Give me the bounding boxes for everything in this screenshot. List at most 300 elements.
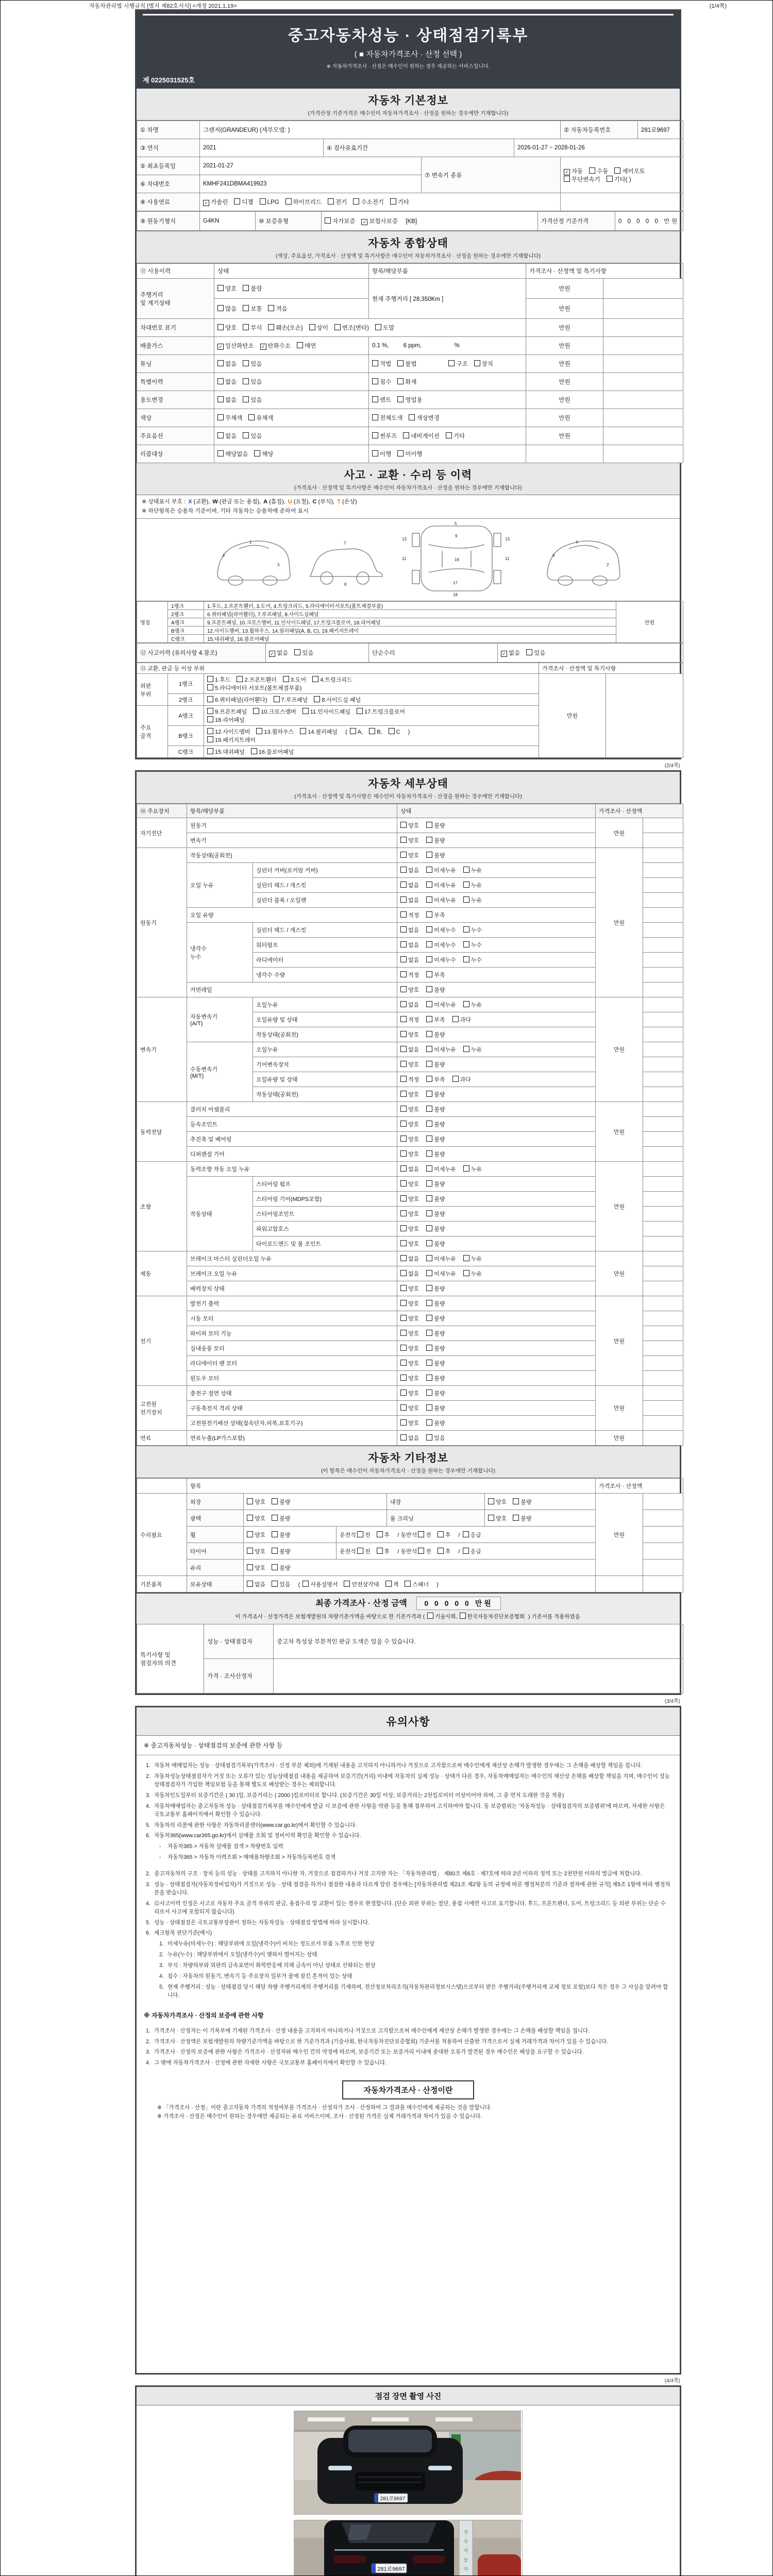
checkbox-불량[interactable] bbox=[426, 1389, 445, 1397]
checkbox-label: 미세누수 bbox=[434, 927, 456, 934]
checkbox-누수[interactable] bbox=[463, 956, 482, 964]
checkbox-전기[interactable] bbox=[328, 198, 347, 206]
checkbox-양호[interactable] bbox=[247, 1531, 265, 1539]
checkbox-양호[interactable] bbox=[400, 1240, 419, 1248]
checkbox-미세누유[interactable] bbox=[426, 866, 456, 874]
checkbox-수소전기[interactable] bbox=[353, 198, 383, 206]
checkbox-양호[interactable] bbox=[400, 1180, 419, 1188]
checkbox-양호[interactable] bbox=[400, 1030, 419, 1039]
checkbox-변조(변타)[interactable] bbox=[334, 324, 369, 332]
checkbox-label: 양호 bbox=[496, 1499, 507, 1505]
checkbox-미세누수[interactable] bbox=[426, 956, 456, 964]
checkbox-누유[interactable] bbox=[463, 1255, 482, 1263]
checkbox-미세누유[interactable] bbox=[426, 896, 456, 904]
ilab: 디퍼렌셜 기어 bbox=[187, 1147, 397, 1162]
blank bbox=[643, 1012, 683, 1027]
checkbox-세미오토[interactable] bbox=[614, 167, 645, 175]
checkbox-3.도어[interactable] bbox=[283, 675, 306, 684]
checkbox-불량[interactable] bbox=[243, 284, 262, 293]
checkbox-후[interactable] bbox=[377, 1547, 390, 1555]
checkbox-16.플로어패널[interactable] bbox=[251, 748, 294, 756]
col-usage: ⑪ 사용이력 bbox=[137, 264, 214, 279]
checkbox-한국자동차진단보증협회[interactable] bbox=[460, 1613, 525, 1620]
checkbox-기타[interactable] bbox=[390, 198, 409, 206]
checkbox-없음[interactable] bbox=[400, 956, 419, 964]
checkbox-불량[interactable] bbox=[426, 1120, 445, 1128]
checkbox-icon bbox=[426, 971, 432, 977]
blank bbox=[603, 373, 683, 391]
checkbox-전체도색[interactable] bbox=[372, 414, 402, 422]
checkbox-사용설명서[interactable] bbox=[303, 1580, 338, 1588]
checkbox-13.휠하우스[interactable] bbox=[256, 727, 294, 736]
checkbox-10.크로스멤버[interactable] bbox=[253, 707, 296, 716]
checkbox-양호[interactable] bbox=[400, 836, 419, 844]
checkbox-7.루프패널[interactable] bbox=[274, 696, 308, 704]
slab: 수동변속기 (M/T) bbox=[187, 1042, 253, 1102]
checkbox-5.라디에이터 서포트(볼트체결부품)[interactable] bbox=[207, 684, 301, 692]
checkbox-상이[interactable] bbox=[309, 324, 328, 332]
checkbox-2.프론트휀더[interactable] bbox=[237, 675, 276, 684]
checkbox-썬루프[interactable] bbox=[372, 432, 397, 440]
lab: 주요옵션 bbox=[137, 427, 214, 445]
checkbox-미세누유[interactable] bbox=[426, 881, 456, 889]
checkbox-icon bbox=[452, 1076, 459, 1082]
checkbox-있음[interactable] bbox=[243, 396, 262, 404]
section-heading: 자동차 기본정보 bbox=[368, 95, 448, 107]
checkbox-1.후드[interactable] bbox=[207, 675, 230, 684]
svg-text:7: 7 bbox=[344, 541, 346, 546]
checkbox-전[interactable] bbox=[418, 1531, 431, 1539]
checkbox-적음[interactable] bbox=[268, 304, 287, 313]
ilab: 실린더 헤드 / 개스킷 bbox=[253, 878, 397, 893]
checkbox-icon bbox=[463, 956, 469, 962]
checkbox-없음[interactable] bbox=[217, 360, 237, 368]
checkbox-후[interactable] bbox=[438, 1531, 451, 1539]
checkbox-누유[interactable] bbox=[463, 1001, 482, 1009]
checkbox-누유[interactable] bbox=[463, 866, 482, 874]
checkbox-미세누유[interactable] bbox=[426, 1269, 456, 1278]
checkbox-icon bbox=[243, 378, 249, 384]
checkbox-있음[interactable] bbox=[243, 360, 262, 368]
checkbox-LPG[interactable] bbox=[260, 198, 279, 206]
checkbox-누유[interactable] bbox=[463, 881, 482, 889]
checkbox-icon bbox=[426, 1419, 432, 1426]
checkbox-불량[interactable] bbox=[426, 1105, 445, 1113]
checkbox-있음[interactable] bbox=[426, 1434, 445, 1442]
checkbox-부족[interactable] bbox=[426, 911, 445, 919]
checkbox-누유[interactable] bbox=[463, 896, 482, 904]
checkbox-없음[interactable] bbox=[400, 881, 419, 889]
checkbox-불량[interactable] bbox=[513, 1498, 531, 1506]
checkbox-응급[interactable] bbox=[463, 1547, 481, 1555]
blank bbox=[603, 391, 683, 409]
checkbox-icon bbox=[357, 1531, 363, 1537]
checkbox-양호[interactable] bbox=[400, 1105, 419, 1113]
checkbox-label: 없음 bbox=[408, 927, 419, 934]
checkbox-icon bbox=[400, 1121, 407, 1127]
checkbox-무채색[interactable] bbox=[217, 414, 242, 422]
checkbox-많음[interactable] bbox=[217, 304, 237, 313]
checkbox-불량[interactable] bbox=[272, 1514, 290, 1522]
checkbox-불량[interactable] bbox=[426, 1419, 445, 1427]
checkbox-불량[interactable] bbox=[426, 1314, 445, 1323]
checkbox-전[interactable] bbox=[357, 1531, 371, 1539]
checkbox-14.필러패널[interactable] bbox=[300, 727, 338, 736]
checkbox-없음[interactable] bbox=[247, 1580, 265, 1588]
checkbox-자동[interactable] bbox=[564, 167, 583, 175]
checkbox-label: 누유 bbox=[470, 1166, 482, 1173]
checkbox-label: 누수 bbox=[470, 927, 482, 934]
notice-item: 2. 누유(누수) : 해당부위에서 오일(냉각수)이 맺혀서 떨어지는 상태 bbox=[159, 1952, 317, 1958]
checkbox-구조[interactable] bbox=[448, 360, 467, 368]
checkbox-없음[interactable] bbox=[217, 396, 237, 404]
checkbox-양호[interactable] bbox=[400, 1225, 419, 1233]
checkbox-label: 없음 bbox=[408, 1047, 419, 1054]
checkbox-있음[interactable] bbox=[243, 378, 262, 386]
checkbox-label: 누유 bbox=[470, 1047, 482, 1054]
checkbox-없음[interactable] bbox=[400, 1045, 419, 1054]
checkbox-label: 불량 bbox=[434, 1286, 445, 1293]
mw: 만원 bbox=[526, 319, 603, 337]
checkbox-보험사보증[interactable] bbox=[361, 217, 398, 225]
checkbox-양호[interactable] bbox=[400, 1195, 419, 1203]
checkbox-B,[interactable] bbox=[369, 728, 382, 735]
checkbox-장치[interactable] bbox=[474, 360, 493, 368]
checkbox-없음[interactable] bbox=[269, 649, 288, 657]
checkbox-icon bbox=[400, 1375, 407, 1381]
mw: 만원 bbox=[596, 997, 643, 1102]
checkbox-양호[interactable] bbox=[400, 1060, 419, 1069]
checkbox-누유[interactable] bbox=[463, 1269, 482, 1278]
checkbox-양호[interactable] bbox=[400, 1150, 419, 1158]
checkbox-불량[interactable] bbox=[426, 1060, 445, 1069]
checkbox-양호[interactable] bbox=[217, 324, 237, 332]
checkbox-미이행[interactable] bbox=[397, 450, 422, 458]
checkbox-불량[interactable] bbox=[426, 1180, 445, 1188]
checkbox-불량[interactable] bbox=[513, 1514, 531, 1522]
checkbox-label: 불량 bbox=[279, 1548, 291, 1555]
checkbox-icon bbox=[400, 1195, 407, 1201]
checkbox-매연[interactable] bbox=[297, 342, 316, 350]
checkbox-적법[interactable] bbox=[372, 360, 391, 368]
checkbox-양호[interactable] bbox=[247, 1564, 265, 1572]
checkbox-12.사이드멤버[interactable] bbox=[207, 727, 250, 736]
checkbox-네비게이션[interactable] bbox=[403, 432, 440, 440]
checkbox-label: 5.라디에이터 서포트(볼트체결부품) bbox=[215, 685, 302, 692]
checkbox-양호[interactable] bbox=[400, 1344, 419, 1352]
checkbox-스패너[interactable] bbox=[405, 1580, 429, 1588]
checkbox-자가보증[interactable] bbox=[325, 217, 355, 225]
checkbox-양호[interactable] bbox=[217, 284, 237, 293]
checkbox-부족[interactable] bbox=[426, 971, 445, 979]
checkbox-없음[interactable] bbox=[217, 378, 237, 386]
checkbox-있음[interactable] bbox=[294, 649, 313, 657]
checkbox-불량[interactable] bbox=[426, 1299, 445, 1308]
checkbox-불량[interactable] bbox=[272, 1547, 290, 1555]
checkbox-화재[interactable] bbox=[397, 378, 416, 386]
checkbox-양호[interactable] bbox=[247, 1498, 265, 1506]
checkbox-훼손(오손)[interactable] bbox=[268, 324, 303, 332]
checkbox-없음[interactable] bbox=[400, 1165, 419, 1173]
checkbox-양호[interactable] bbox=[400, 1374, 419, 1382]
checkbox-해당[interactable] bbox=[254, 450, 273, 458]
checkbox-미세누유[interactable] bbox=[426, 1165, 456, 1173]
checkbox-불량[interactable] bbox=[272, 1564, 290, 1572]
checkbox-없음[interactable] bbox=[501, 649, 520, 657]
checkbox-양호[interactable] bbox=[488, 1514, 507, 1522]
checkbox-불량[interactable] bbox=[426, 1225, 445, 1233]
checkbox-label: 적정 bbox=[408, 1017, 419, 1024]
checkbox-없음[interactable] bbox=[400, 1269, 419, 1278]
slab: 자동변속기 (A/T) bbox=[187, 997, 253, 1042]
checkbox-기타[interactable] bbox=[446, 432, 465, 440]
checkbox-양호[interactable] bbox=[400, 1389, 419, 1397]
checkbox-과다[interactable] bbox=[452, 1015, 471, 1024]
checkbox-불량[interactable] bbox=[426, 836, 445, 844]
checkbox-부족[interactable] bbox=[426, 1015, 445, 1024]
checkbox-불량[interactable] bbox=[426, 986, 445, 994]
checkbox-없음[interactable] bbox=[400, 926, 419, 934]
checkbox-누유[interactable] bbox=[463, 1165, 482, 1173]
blank bbox=[603, 445, 683, 463]
checkbox-양호[interactable] bbox=[400, 1419, 419, 1427]
checkbox-label: 불량 bbox=[279, 1565, 291, 1571]
glab: 수리필요 bbox=[137, 1494, 187, 1576]
rk: 2랭크 bbox=[168, 610, 204, 618]
checkbox-불량[interactable] bbox=[426, 821, 445, 829]
checkbox-무단변속기[interactable] bbox=[564, 175, 600, 183]
checkbox-이행[interactable] bbox=[372, 450, 391, 458]
accident-title bbox=[137, 463, 680, 495]
checkbox-미세누유[interactable] bbox=[426, 1001, 456, 1009]
checkbox-불량[interactable] bbox=[272, 1531, 290, 1539]
checkbox-하이브리드[interactable] bbox=[285, 198, 322, 206]
checkbox-icon bbox=[426, 1001, 432, 1007]
checkbox-label: 없음 bbox=[255, 1581, 266, 1588]
blank bbox=[643, 1527, 683, 1543]
checkbox-불량[interactable] bbox=[426, 1240, 445, 1248]
checkbox-icon bbox=[243, 324, 249, 330]
checkbox-디젤[interactable] bbox=[234, 198, 253, 206]
checkbox-없음[interactable] bbox=[400, 866, 419, 874]
checkbox-불량[interactable] bbox=[426, 1344, 445, 1352]
state-code-W: W bbox=[212, 499, 218, 505]
checkbox-렌트[interactable] bbox=[372, 396, 391, 404]
rk: A랭크 bbox=[168, 706, 204, 726]
checkbox-전[interactable] bbox=[357, 1547, 371, 1555]
checkbox-침수[interactable] bbox=[372, 378, 391, 386]
lab: 주행거리 및 계기상태 bbox=[137, 279, 214, 319]
checkbox-색상변경[interactable] bbox=[409, 414, 439, 422]
checkbox-미세누수[interactable] bbox=[426, 926, 456, 934]
checkbox-부식[interactable] bbox=[243, 324, 262, 332]
checkbox-불량[interactable] bbox=[426, 1195, 445, 1203]
checkbox-label: 미세누수 bbox=[434, 957, 456, 964]
checkbox-불량[interactable] bbox=[272, 1498, 290, 1506]
checkbox-label: 양호 bbox=[255, 1515, 266, 1522]
checkbox-누수[interactable] bbox=[463, 926, 482, 934]
checkbox-적정[interactable] bbox=[400, 911, 419, 919]
section-heading: 자동차 종합상태 bbox=[368, 238, 448, 249]
checkbox-전[interactable] bbox=[418, 1547, 431, 1555]
checkbox-기술사회,[interactable] bbox=[427, 1613, 458, 1620]
checkbox-미세누수[interactable] bbox=[426, 941, 456, 949]
checkbox-icon bbox=[426, 1315, 432, 1321]
checkbox-18.리어패널[interactable] bbox=[207, 716, 245, 724]
checkbox-없음[interactable] bbox=[400, 1001, 419, 1009]
checkbox-label: 없음 bbox=[408, 1002, 419, 1009]
checkbox-수동[interactable] bbox=[589, 167, 608, 175]
checkbox-있음[interactable] bbox=[243, 432, 262, 440]
checkbox-보통[interactable] bbox=[243, 304, 262, 313]
checkbox-양호[interactable] bbox=[400, 1404, 419, 1412]
checkbox-미세누유[interactable] bbox=[426, 1255, 456, 1263]
checkbox-적정[interactable] bbox=[400, 1015, 419, 1024]
blank bbox=[643, 997, 683, 1012]
checkbox-과다[interactable] bbox=[452, 1075, 471, 1083]
checkbox-적정[interactable] bbox=[400, 971, 419, 979]
checkbox-불량[interactable] bbox=[426, 1030, 445, 1039]
checkbox-후[interactable] bbox=[377, 1531, 390, 1539]
checkbox-양호[interactable] bbox=[400, 986, 419, 994]
checkbox-icon bbox=[463, 1001, 469, 1007]
checkbox-양호[interactable] bbox=[400, 1314, 419, 1323]
checkbox-양호[interactable] bbox=[488, 1498, 507, 1506]
checkbox-17.트렁크플로어[interactable] bbox=[357, 707, 405, 716]
blank bbox=[643, 1042, 683, 1057]
checkbox-잭[interactable] bbox=[385, 1580, 399, 1588]
checkbox-일산화탄소[interactable] bbox=[217, 342, 254, 350]
checkbox-불법[interactable] bbox=[397, 360, 416, 368]
blank bbox=[643, 982, 683, 997]
checkbox-양호[interactable] bbox=[247, 1547, 265, 1555]
checkbox-미세누유[interactable] bbox=[426, 1045, 456, 1054]
accident-history-table bbox=[137, 643, 683, 663]
state-cell bbox=[397, 1012, 596, 1027]
state-cell bbox=[397, 1401, 596, 1416]
checkbox-icon bbox=[285, 198, 292, 205]
checkbox-있음[interactable] bbox=[272, 1580, 290, 1588]
checkbox-C[interactable] bbox=[389, 728, 400, 735]
checkbox-응급[interactable] bbox=[463, 1531, 481, 1539]
checkbox-유채색[interactable] bbox=[248, 414, 273, 422]
checkbox-양호[interactable] bbox=[400, 851, 419, 859]
checkbox-해당없음[interactable] bbox=[217, 450, 248, 458]
state-cell bbox=[397, 878, 596, 893]
checkbox-8.사이드실 패널[interactable] bbox=[314, 696, 361, 704]
checkbox-불량[interactable] bbox=[426, 1359, 445, 1367]
checkbox-영업용[interactable] bbox=[397, 396, 422, 404]
checkbox-label: 후 bbox=[445, 1548, 451, 1555]
checkbox-icon bbox=[350, 728, 356, 734]
blank bbox=[643, 1576, 683, 1592]
checkbox-A,[interactable] bbox=[350, 728, 363, 735]
checkbox-icon bbox=[426, 1121, 432, 1127]
checkbox-불량[interactable] bbox=[426, 1135, 445, 1143]
ilab: 오일누유 bbox=[253, 997, 397, 1012]
checkbox-icon bbox=[372, 414, 378, 420]
checkbox-icon bbox=[390, 198, 396, 205]
checkbox-icon bbox=[400, 1330, 407, 1336]
checkbox-양호[interactable] bbox=[400, 1284, 419, 1293]
checkbox-label: 누수 bbox=[470, 957, 482, 964]
checkbox-적정[interactable] bbox=[400, 1075, 419, 1083]
checkbox-불량[interactable] bbox=[426, 1404, 445, 1412]
state-cell bbox=[244, 1494, 387, 1510]
checkbox-누유[interactable] bbox=[463, 1045, 482, 1054]
checkbox-양호[interactable] bbox=[400, 1120, 419, 1128]
mw: 만원 bbox=[526, 427, 603, 445]
checkbox-11.인사이드패널[interactable] bbox=[303, 707, 350, 716]
checkbox-icon bbox=[400, 1225, 407, 1231]
checkbox-label: 양호 bbox=[408, 1331, 419, 1337]
checkbox-도말[interactable] bbox=[375, 324, 394, 332]
checkbox-icon bbox=[272, 1581, 278, 1587]
checkbox-누수[interactable] bbox=[463, 941, 482, 949]
checkbox-양호[interactable] bbox=[400, 1329, 419, 1337]
checkbox-19.패키지트레이[interactable] bbox=[207, 736, 256, 744]
checkbox-4.트렁크리드[interactable] bbox=[312, 675, 352, 684]
fuel-label: ⑧ 사용연료 bbox=[137, 193, 200, 211]
ilab: 와이퍼 모터 기능 bbox=[187, 1326, 397, 1341]
checkbox-없음[interactable] bbox=[400, 941, 419, 949]
checkbox-6.쿼터패널(리어휀다)[interactable] bbox=[207, 696, 267, 704]
checkbox-양호[interactable] bbox=[400, 1090, 419, 1098]
checkbox-후[interactable] bbox=[438, 1547, 451, 1555]
checkbox-label: 누유 bbox=[470, 1002, 482, 1009]
checkbox-부족[interactable] bbox=[426, 1075, 445, 1083]
checkbox-없음[interactable] bbox=[400, 1434, 419, 1442]
checkbox-없음[interactable] bbox=[400, 1255, 419, 1263]
checkbox-불량[interactable] bbox=[426, 1150, 445, 1158]
checkbox-불량[interactable] bbox=[426, 1329, 445, 1337]
checkbox-불량[interactable] bbox=[426, 1090, 445, 1098]
checkbox-양호[interactable] bbox=[400, 1359, 419, 1367]
checkbox-있음[interactable] bbox=[526, 649, 545, 657]
checkbox-불량[interactable] bbox=[426, 1210, 445, 1218]
checkbox-label: 12.사이드멤버 bbox=[215, 729, 250, 736]
checkbox-안전삼각대[interactable] bbox=[344, 1580, 379, 1588]
checkbox-없음[interactable] bbox=[400, 896, 419, 904]
form-reference: 자동차관리법 시행규칙 [별지 제82호서식] <개정 2021.1.19> bbox=[89, 3, 237, 9]
checkbox-양호[interactable] bbox=[400, 1135, 419, 1143]
state-cell bbox=[397, 982, 596, 997]
rk: 1랭크 bbox=[168, 602, 204, 610]
checkbox-가솔린[interactable] bbox=[203, 198, 228, 206]
checkbox-불량[interactable] bbox=[426, 1284, 445, 1293]
glab: 연료 bbox=[137, 1431, 187, 1446]
checkbox-icon bbox=[243, 305, 249, 311]
checkbox-불량[interactable] bbox=[426, 1374, 445, 1382]
checkbox-15.대쉬패널[interactable] bbox=[207, 748, 245, 756]
first-reg-value: 2021-01-27 bbox=[200, 157, 422, 175]
checkbox-9.프론트패널[interactable] bbox=[207, 707, 247, 716]
checkbox-불량[interactable] bbox=[426, 851, 445, 859]
checkbox-양호[interactable] bbox=[400, 1299, 419, 1308]
inspection-photo-front bbox=[294, 2411, 523, 2515]
blank bbox=[643, 1072, 683, 1087]
checkbox-없음[interactable] bbox=[217, 432, 237, 440]
checkbox-양호[interactable] bbox=[400, 1210, 419, 1218]
state-cell bbox=[397, 1207, 596, 1222]
car-name-value: 그랜저(GRANDEUR) (세부모델: ) bbox=[200, 121, 561, 139]
checkbox-양호[interactable] bbox=[247, 1514, 265, 1522]
blank bbox=[603, 355, 683, 373]
checkbox-icon bbox=[268, 305, 274, 311]
checkbox-기타( )[interactable] bbox=[607, 175, 631, 183]
checkbox-탄화수소[interactable] bbox=[260, 342, 291, 350]
checkbox-양호[interactable] bbox=[400, 821, 419, 829]
